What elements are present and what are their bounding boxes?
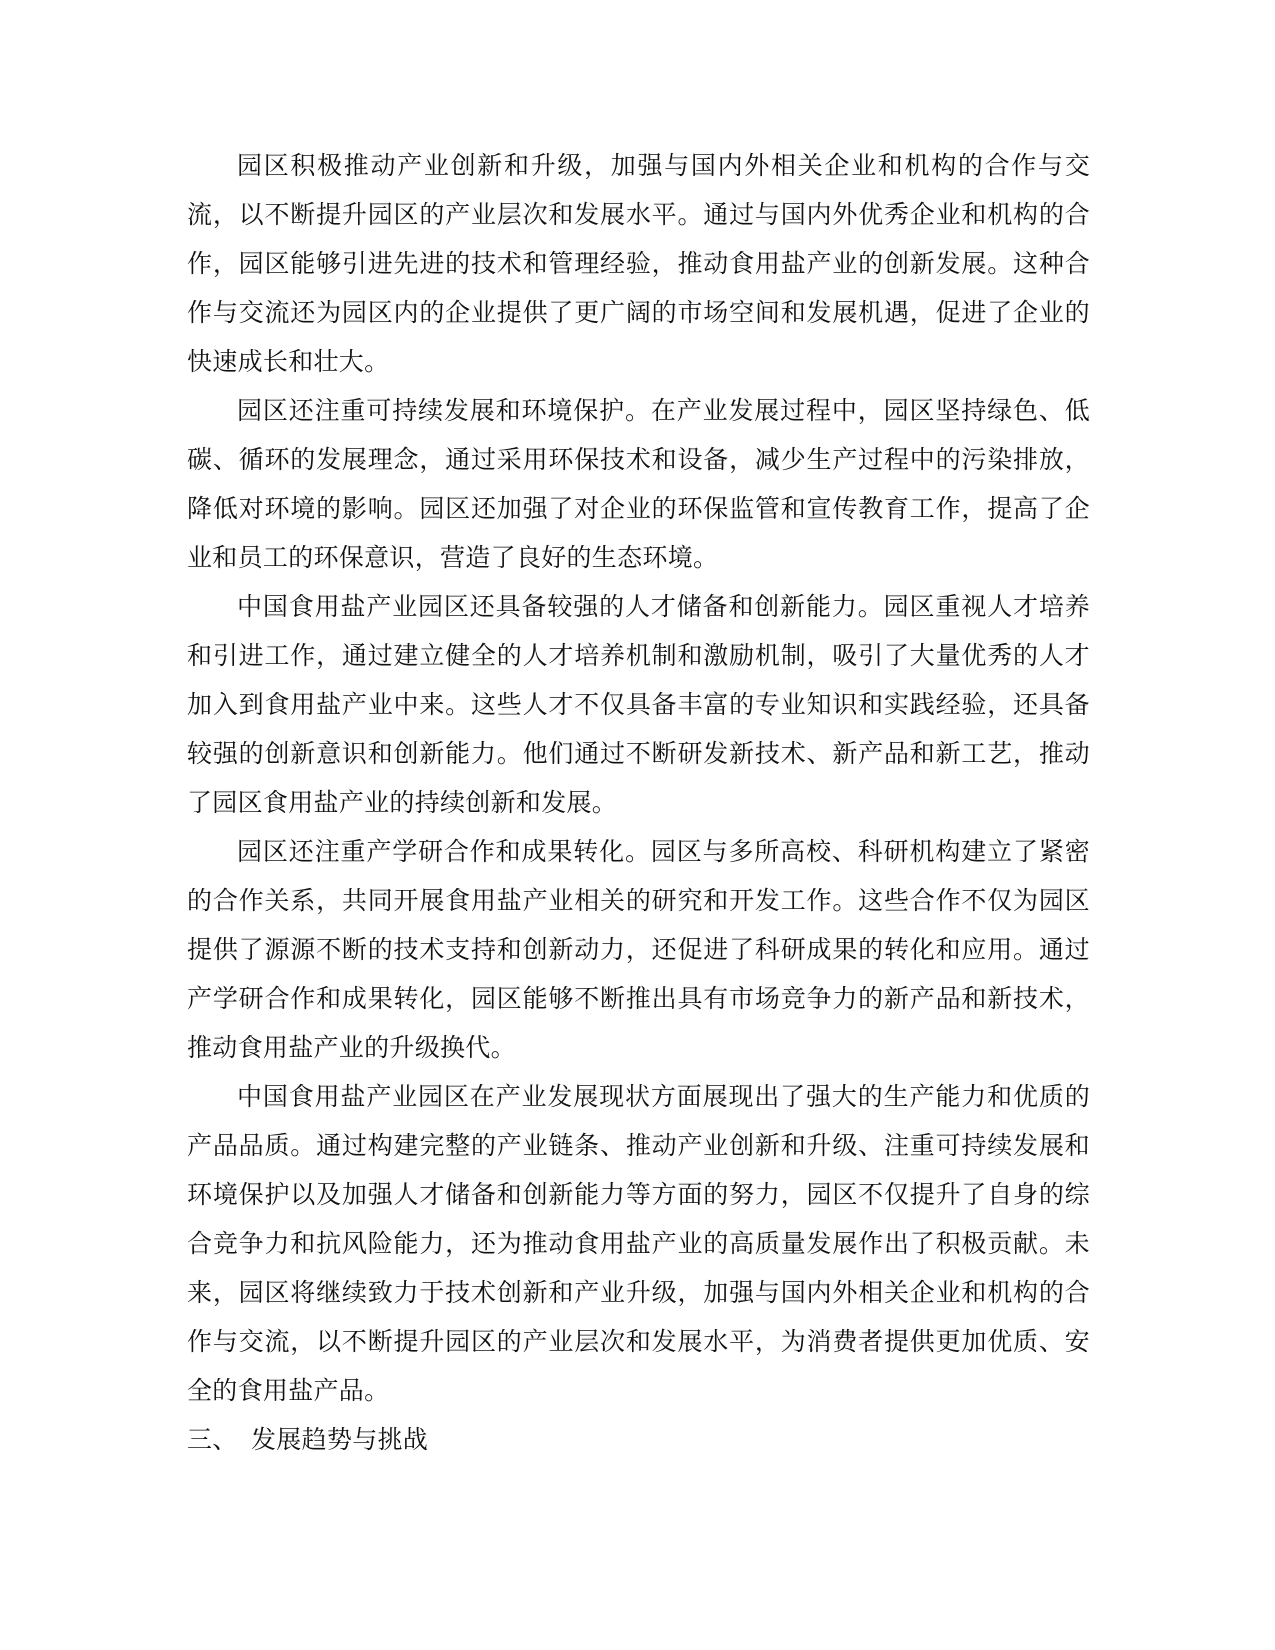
section-number: 三、 bbox=[187, 1425, 238, 1454]
section-title: 发展趋势与挑战 bbox=[251, 1425, 429, 1454]
paragraph-sustainability: 园区还注重可持续发展和环境保护。在产业发展过程中，园区坚持绿色、低碳、循环的发展理念，通过采用环保技术和设备，减少生产过程中的污染排放，降低对环境的影响。园区还加强了对企业的环保监管和宣传教育工作，提高了企业和员工的环保意识，营造了良好的生态环境。 bbox=[187, 396, 1090, 572]
paragraph-innovation-cooperation: 园区积极推动产业创新和升级，加强与国内外相关企业和机构的合作与交流，以不断提升园区的产业层次和发展水平。通过与国内外优秀企业和机构的合作，园区能够引进先进的技术和管理经验，推动食用盐产业的创新发展。这种合作与交流还为园区内的企业提供了更广阔的市场空间和发展机遇，促进了企业的快速成长和壮大。 bbox=[187, 151, 1090, 376]
paragraph-talent: 中国食用盐产业园区还具备较强的人才储备和创新能力。园区重视人才培养和引进工作，通过建立健全的人才培养机制和激励机制，吸引了大量优秀的人才加入到食用盐产业中来。这些人才不仅具备丰富的专业知识和实践经验，还具备较强的创新意识和创新能力。他们通过不断研发新技术、新产品和新工艺，推动了园区食用盐产业的持续创新和发展。 bbox=[187, 592, 1090, 817]
section-heading bbox=[187, 1415, 1090, 1464]
document-page bbox=[187, 141, 1090, 1464]
paragraph-summary: 中国食用盐产业园区在产业发展现状方面展现出了强大的生产能力和优质的产品品质。通过构建完整的产业链条、推动产业创新和升级、注重可持续发展和环境保护以及加强人才储备和创新能力等方面的努力，园区不仅提升了自身的综合竞争力和抗风险能力，还为推动食用盐产业的高质量发展作出了积极贡献。未来，园区将继续致力于技术创新和产业升级，加强与国内外相关企业和机构的合作与交流，以不断提升园区的产业层次和发展水平，为消费者提供更加优质、安全的食用盐产品。 bbox=[187, 1082, 1090, 1405]
paragraph-industry-academia: 园区还注重产学研合作和成果转化。园区与多所高校、科研机构建立了紧密的合作关系，共同开展食用盐产业相关的研究和开发工作。这些合作不仅为园区提供了源源不断的技术支持和创新动力，还促进了科研成果的转化和应用。通过产学研合作和成果转化，园区能够不断推出具有市场竞争力的新产品和新技术，推动食用盐产业的升级换代。 bbox=[187, 837, 1090, 1062]
